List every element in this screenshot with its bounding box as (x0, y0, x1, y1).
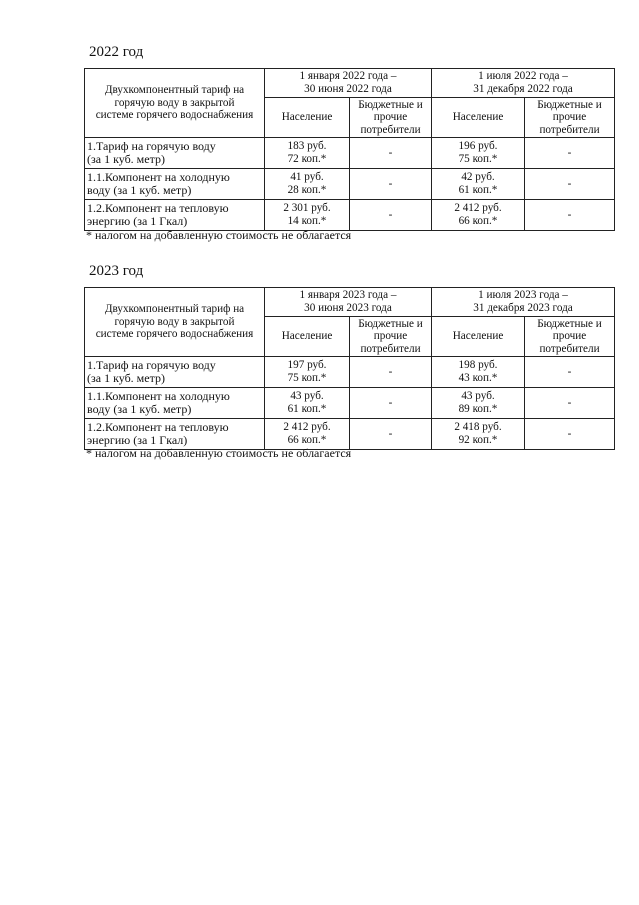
header-period-2: 1 июля 2023 года – 31 декабря 2023 года (432, 288, 615, 317)
table-row (85, 357, 615, 388)
value-p2-population: 2 412 руб. 66 коп.* (432, 200, 525, 231)
header-budget-p1: Бюджетные и прочие потребители (350, 317, 432, 357)
header-period-2: 1 июля 2022 года – 31 декабря 2022 года (432, 69, 615, 98)
value-p1-budget: - (350, 388, 432, 419)
value-p1-budget: - (350, 419, 432, 450)
header-budget-p1: Бюджетные и прочие потребители (350, 98, 432, 138)
value-p2-budget: - (525, 388, 615, 419)
vat-footnote-2022: * налогом на добавленную стоимость не облагается (86, 228, 352, 242)
row-label: 1.Тариф на горячую воду (за 1 куб. метр) (85, 138, 265, 169)
header-period-1: 1 января 2022 года – 30 июня 2022 года (265, 69, 432, 98)
value-p2-budget: - (525, 357, 615, 388)
value-p2-budget: - (525, 138, 615, 169)
value-p1-population: 2 412 руб. 66 коп.* (265, 419, 350, 450)
row-label: 1.1.Компонент на холодную воду (за 1 куб. метр) (85, 169, 265, 200)
header-population-p1: Население (265, 98, 350, 138)
header-budget-p2: Бюджетные и прочие потребители (525, 317, 615, 357)
value-p2-budget: - (525, 169, 615, 200)
header-budget-p2: Бюджетные и прочие потребители (525, 98, 615, 138)
table-row (85, 388, 615, 419)
value-p1-population: 197 руб. 75 коп.* (265, 357, 350, 388)
header-row-title: Двухкомпонентный тариф на горячую воду в закрытой системе горячего водоснабжения (85, 288, 265, 357)
value-p2-population: 2 418 руб. 92 коп.* (432, 419, 525, 450)
value-p2-population: 43 руб. 89 коп.* (432, 388, 525, 419)
header-row-title: Двухкомпонентный тариф на горячую воду в закрытой системе горячего водоснабжения (85, 69, 265, 138)
table-row (85, 169, 615, 200)
row-label: 1.2.Компонент на тепловую энергию (за 1 Гкал) (85, 200, 265, 231)
section-2023-year-heading: 2023 год (89, 263, 144, 279)
section-2022-year-heading: 2022 год (89, 44, 144, 60)
value-p1-budget: - (350, 169, 432, 200)
row-label: 1.2.Компонент на тепловую энергию (за 1 Гкал) (85, 419, 265, 450)
value-p2-population: 42 руб. 61 коп.* (432, 169, 525, 200)
value-p1-budget: - (350, 138, 432, 169)
table-row (85, 419, 615, 450)
row-label: 1.1.Компонент на холодную воду (за 1 куб. метр) (85, 388, 265, 419)
value-p2-population: 198 руб. 43 коп.* (432, 357, 525, 388)
value-p1-population: 43 руб. 61 коп.* (265, 388, 350, 419)
value-p2-population: 196 руб. 75 коп.* (432, 138, 525, 169)
header-period-1: 1 января 2023 года – 30 июня 2023 года (265, 288, 432, 317)
value-p1-budget: - (350, 200, 432, 231)
row-label: 1.Тариф на горячую воду (за 1 куб. метр) (85, 357, 265, 388)
value-p1-population: 2 301 руб. 14 коп.* (265, 200, 350, 231)
table-row (85, 200, 615, 231)
value-p2-budget: - (525, 419, 615, 450)
value-p2-budget: - (525, 200, 615, 231)
header-population-p2: Население (432, 317, 525, 357)
table-row (85, 138, 615, 169)
value-p1-population: 183 руб. 72 коп.* (265, 138, 350, 169)
header-population-p2: Население (432, 98, 525, 138)
vat-footnote-2023: * налогом на добавленную стоимость не облагается (86, 446, 352, 460)
value-p1-population: 41 руб. 28 коп.* (265, 169, 350, 200)
value-p1-budget: - (350, 357, 432, 388)
header-population-p1: Население (265, 317, 350, 357)
tariff-table-2023 (84, 287, 615, 450)
tariff-table-2022 (84, 68, 615, 231)
